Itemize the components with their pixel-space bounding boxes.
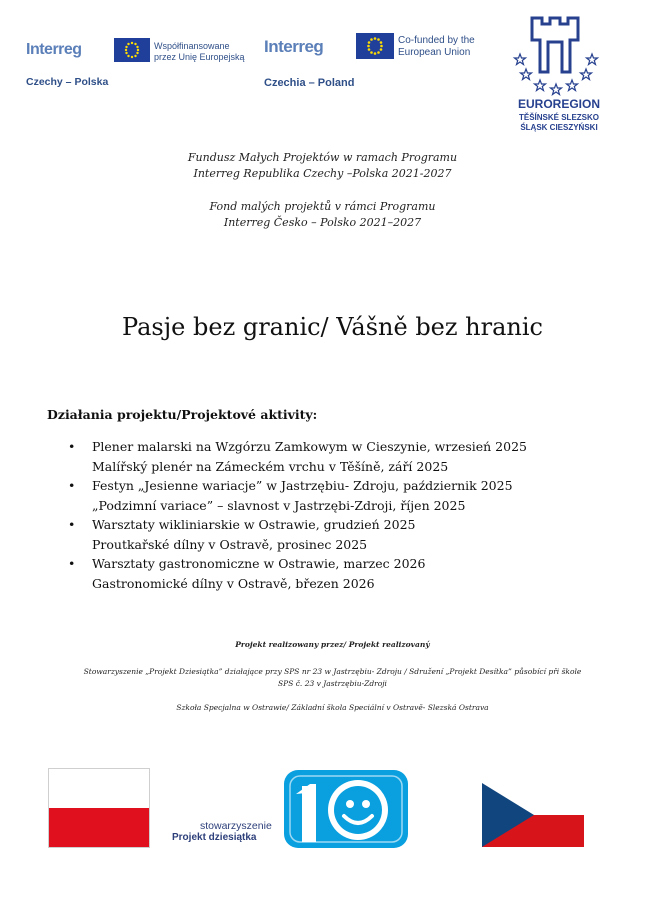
activity-pl: Plener malarski na Wzgórzu Zamkowym w Cieszynie, wrzesień 2025 bbox=[92, 439, 527, 454]
interreg-region-label: Czechia – Poland bbox=[264, 77, 355, 89]
bullet-icon: • bbox=[68, 478, 76, 493]
activity-cz: Malířský plenér na Zámeckém vrchu v Těšíně, září 2025 bbox=[92, 458, 449, 474]
credits-heading: Projekt realizowany przez/ Projekt realizovaný bbox=[235, 640, 430, 649]
activity-pl: Warsztaty gastronomiczne w Ostrawie, marzec 2026 bbox=[92, 556, 426, 571]
program-pl-line1: Fundusz Małych Projektów w ramach Programu bbox=[187, 151, 458, 164]
list-item bbox=[68, 476, 527, 515]
projekt-logo-line2: Projekt dziesiątka bbox=[172, 832, 257, 843]
interreg-wordmark: Interreg bbox=[26, 41, 82, 58]
interreg-czechy-polska-logo bbox=[26, 38, 246, 88]
activities-list bbox=[68, 437, 527, 593]
page-title: Pasje bez granic/ Vášně bez hranic bbox=[122, 313, 543, 341]
flag-red-stripe bbox=[49, 808, 149, 847]
bullet-icon: • bbox=[68, 439, 76, 454]
activity-cz: Proutkařské dílny v Ostravě, prosinec 2025 bbox=[92, 536, 368, 552]
projekt-10-icon bbox=[282, 768, 412, 850]
activity-cz: Gastronomické dílny v Ostravě, březen 2026 bbox=[92, 575, 375, 591]
eu-flag-icon bbox=[356, 33, 394, 59]
euroregion-title: EUROREGION bbox=[517, 97, 600, 111]
program-pl-line2: Interreg Republika Czechy –Polska 2021-2027 bbox=[193, 167, 452, 180]
czech-flag-icon bbox=[482, 783, 584, 847]
list-item bbox=[68, 554, 527, 593]
activity-pl: Warsztaty wikliniarskie w Ostrawie, grudzień 2025 bbox=[92, 517, 416, 532]
list-item bbox=[68, 437, 527, 476]
program-cz-line1: Fond malých projektů v rámci Programu bbox=[209, 200, 436, 213]
interreg-czechia-poland-logo bbox=[264, 33, 494, 93]
euroregion-line-pl: ŚLĄSK CIESZYŃSKI bbox=[520, 123, 598, 132]
eu-cofunding-text: Współfinansowane przez Unię Europejską bbox=[154, 41, 245, 62]
list-item bbox=[68, 515, 527, 554]
bullet-icon: • bbox=[68, 556, 76, 571]
flag-white-stripe bbox=[49, 769, 149, 808]
program-cz-line2: Interreg Česko – Polsko 2021–2027 bbox=[223, 216, 422, 229]
credits-school: Szkoła Specjalna w Ostrawie/ Základní škola Speciální v Ostravě- Slezská Ostrava bbox=[176, 703, 489, 712]
euroregion-line-cz: TĚŠÍNSKÉ SLEZSKO bbox=[518, 113, 599, 122]
eu-flag-icon bbox=[114, 38, 150, 62]
interreg-region-label: Czechy – Polska bbox=[26, 76, 109, 88]
projekt-logo-line1: stowarzyszenie bbox=[200, 820, 272, 832]
poland-flag-icon bbox=[48, 768, 150, 848]
credits-org-line2: SPS č. 23 v Jastrzębiu-Zdroji bbox=[278, 679, 387, 688]
activities-heading: Działania projektu/Projektové aktivity: bbox=[47, 407, 318, 422]
interreg-wordmark: Interreg bbox=[264, 37, 324, 56]
euroregion-tower-icon bbox=[500, 14, 618, 96]
activity-cz: „Podzimní variace” – slavnost v Jastrzębi-Zdroji, říjen 2025 bbox=[92, 497, 466, 513]
bullet-icon: • bbox=[68, 517, 76, 532]
eu-cofunding-text: Co-funded by the European Union bbox=[398, 35, 475, 58]
activity-pl: Festyn „Jesienne wariacje” w Jastrzębiu- Zdroju, październik 2025 bbox=[92, 478, 513, 493]
credits-org-line1: Stowarzyszenie „Projekt Dziesiątka” działające przy SPS nr 23 w Jastrzębiu- Zdroju / Sdružení „Projekt Desítka” působící při škole bbox=[83, 667, 582, 676]
euroregion-logo bbox=[500, 14, 618, 136]
projekt-dziesiatka-logo bbox=[172, 768, 420, 850]
